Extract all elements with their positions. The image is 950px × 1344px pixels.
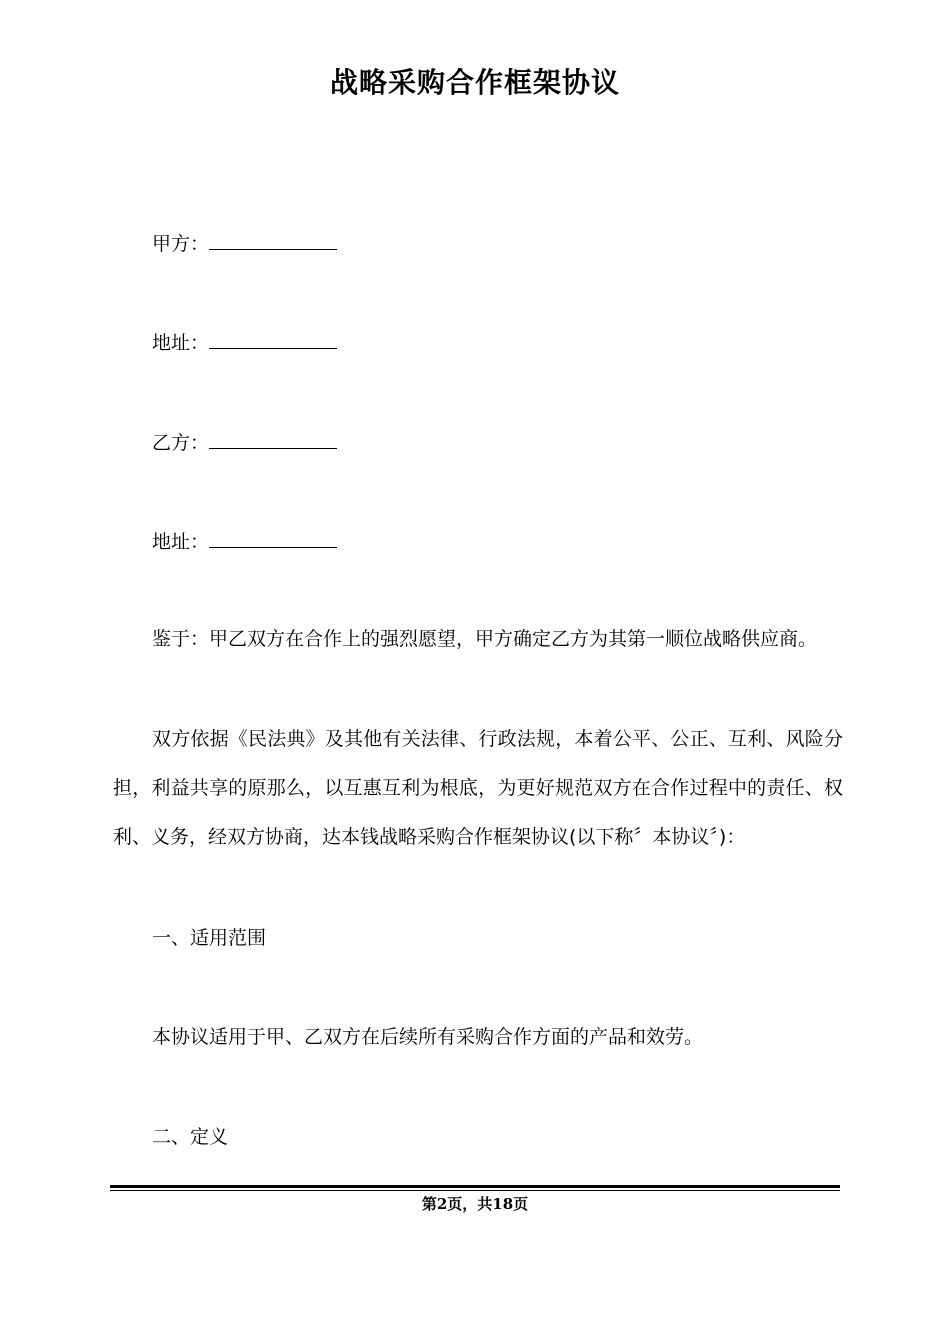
party-b-address-blank — [209, 527, 337, 548]
party-a-blank — [209, 229, 337, 250]
party-a-field — [152, 229, 337, 257]
document-title: 战略采购合作框架协议 — [329, 66, 620, 99]
whereas-paragraph: 鉴于：甲乙双方在合作上的强烈愿望，甲方确定乙方为其第一顺位战略供应商。 — [152, 628, 818, 650]
party-a-label: 甲方： — [152, 233, 210, 255]
party-b-label: 乙方： — [152, 432, 210, 454]
basis-paragraph: 双方依据《民法典》及其他有关法律、行政法规，本着公平、公正、互利、风险分担，利益共享的原那么，以互惠互利为根底，为更好规范双方在合作过程中的责任、权利、义务，经双方协商，达本钱战略采购合作框架协议(以下称〞本协议〞)： — [113, 728, 843, 848]
scope-paragraph: 本协议适用于甲、乙双方在后续所有采购合作方面的产品和效劳。 — [152, 1026, 704, 1048]
party-a-address-label: 地址： — [152, 332, 210, 354]
section-1-heading: 一、适用范围 — [152, 927, 267, 949]
page-number: 第2页，共18页 — [421, 1195, 529, 1213]
party-b-field — [152, 428, 337, 456]
party-b-blank — [209, 428, 337, 449]
party-a-address-blank — [209, 328, 337, 349]
section-2-heading: 二、定义 — [152, 1126, 229, 1148]
footer-rule-thick — [110, 1185, 840, 1188]
footer-rule-thin — [110, 1190, 840, 1191]
party-a-address-field — [152, 328, 337, 356]
party-b-address-field — [152, 527, 337, 555]
party-b-address-label: 地址： — [152, 531, 210, 553]
